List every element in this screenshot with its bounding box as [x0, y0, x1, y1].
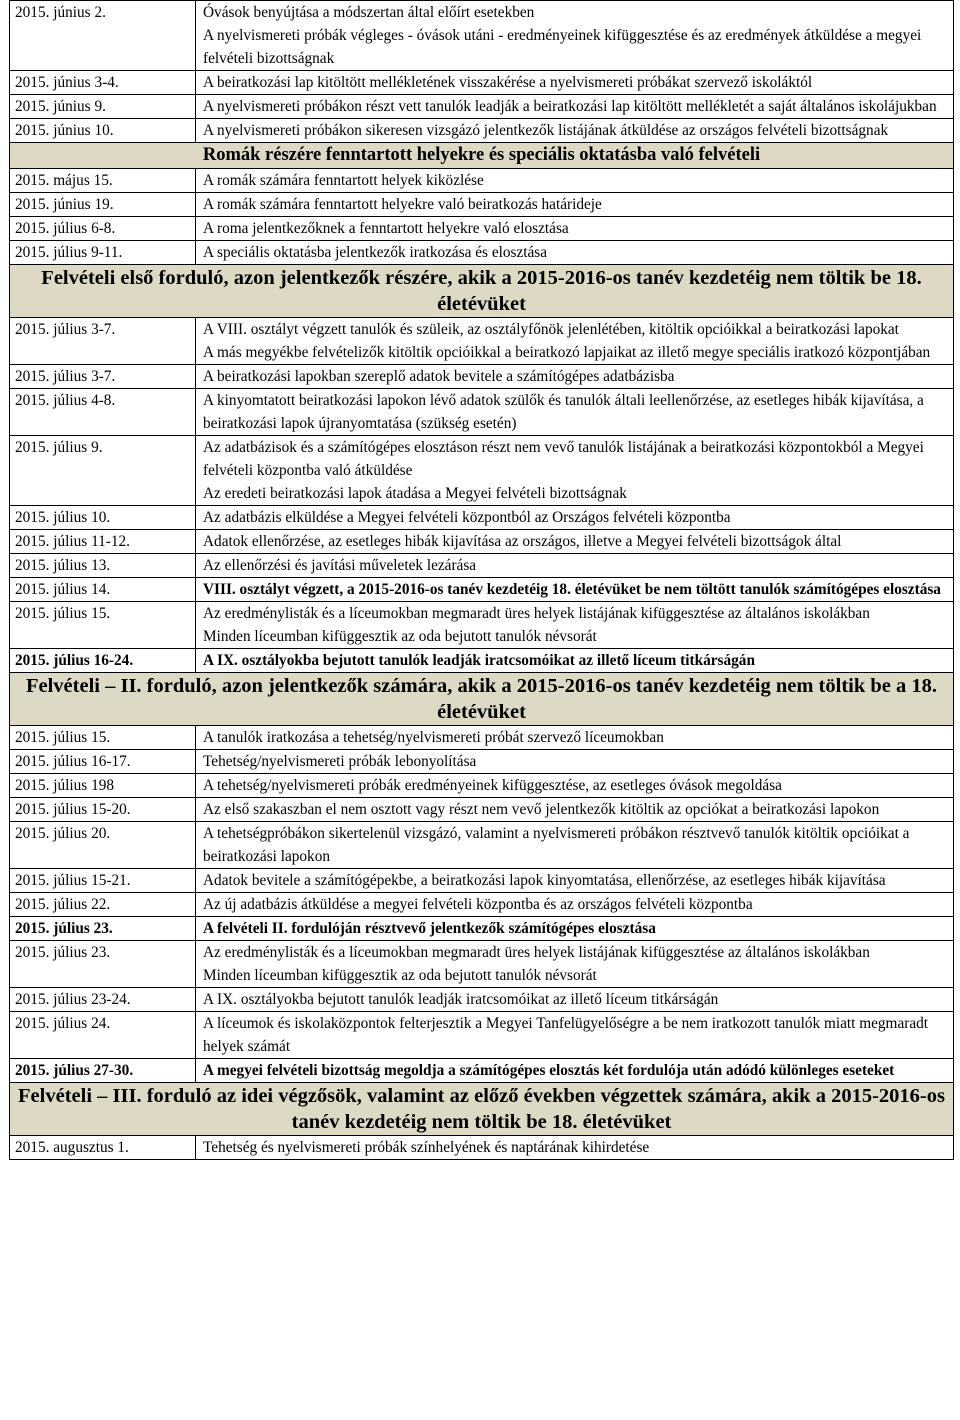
schedule-row [10, 241, 954, 265]
schedule-row [10, 750, 954, 774]
row-date: 2015. július 13. [10, 554, 196, 578]
schedule-row [10, 893, 954, 917]
section-header [10, 265, 954, 318]
row-date: 2015. augusztus 1. [10, 1136, 196, 1160]
schedule-row [10, 95, 954, 119]
row-date: 2015. július 20. [10, 822, 196, 869]
row-description [196, 193, 954, 217]
schedule-row [10, 436, 954, 506]
row-description [196, 893, 954, 917]
row-date: 2015. július 9-11. [10, 241, 196, 265]
description-line: A nyelvismereti próbákon sikeresen vizsgázó jelentkezők listájának átküldése az országos felvételi bizottságnak [203, 122, 889, 139]
row-description [196, 506, 954, 530]
row-description [196, 169, 954, 193]
description-line: Az adatbázis elküldése a Megyei felvételi központból az Országos felvételi központba [203, 509, 731, 526]
schedule-row [10, 365, 954, 389]
description-line: A tehetségpróbákon sikertelenül vizsgázó, valamint a nyelvismereti próbákon résztvevő tanulók kitöltik opcióikat a beiratkozási lapokon [203, 825, 910, 865]
row-date: 2015. július 15-20. [10, 798, 196, 822]
row-description [196, 798, 954, 822]
description-line: Az első szakaszban el nem osztott vagy részt nem vevő jelentkezők kitöltik az opciókat a beiratkozási lapokon [203, 801, 880, 818]
section-title: Felvételi – III. forduló az idei végzősök, valamint az előző években végzettek számára, akik a 2015-2016-os tanév kezdetéig nem töltik be 18. életévüket [10, 1083, 954, 1136]
description-line: A kinyomtatott beiratkozási lapokon lévő adatok szülők és tanulók általi leellenőrzése, az esetleges hibák kijavítása, a beiratkozási lapok újranyomtatása (szükség esetén) [203, 392, 924, 432]
row-description [196, 554, 954, 578]
row-date: 2015. július 16-24. [10, 649, 196, 673]
row-date: 2015. július 22. [10, 893, 196, 917]
section-header [10, 1083, 954, 1136]
section-title: Felvételi első forduló, azon jelentkezők részére, akik a 2015-2016-os tanév kezdetéig nem töltik be 18. életévüket [10, 265, 954, 318]
row-date: 2015. július 14. [10, 578, 196, 602]
row-description [196, 649, 954, 673]
schedule-row [10, 119, 954, 143]
row-description [196, 774, 954, 798]
description-line: A felvételi II. fordulóján résztvevő jelentkezők számítógépes elosztása [203, 920, 656, 937]
row-description [196, 988, 954, 1012]
schedule-body [10, 1, 954, 1160]
description-line: Minden líceumban kifüggesztik az oda bejutott tanulók névsorát [203, 967, 597, 984]
row-date: 2015. július 4-8. [10, 389, 196, 436]
row-date: 2015. június 10. [10, 119, 196, 143]
row-description [196, 822, 954, 869]
schedule-row [10, 649, 954, 673]
row-description [196, 389, 954, 436]
row-description [196, 241, 954, 265]
row-description [196, 95, 954, 119]
description-line: A megyei felvételi bizottság megoldja a számítógépes elosztás két fordulója után adódó különleges eseteket [203, 1062, 895, 1079]
section-header [10, 143, 954, 169]
schedule-row [10, 798, 954, 822]
row-date: 2015. július 3-7. [10, 318, 196, 365]
description-line: A IX. osztályokba bejutott tanulók leadják iratcsomóikat az illető líceum titkárságán [203, 991, 719, 1008]
description-line: Az eredménylisták és a líceumokban megmaradt üres helyek listájának kifüggesztése az általános iskolákban [203, 944, 870, 961]
row-description [196, 578, 954, 602]
schedule-row [10, 941, 954, 988]
schedule-row [10, 1059, 954, 1083]
description-line: A romák számára fenntartott helyek kiközlése [203, 172, 484, 189]
description-line: A beiratkozási lapokban szereplő adatok bevitele a számítógépes adatbázisba [203, 368, 675, 385]
description-line: A IX. osztályokba bejutott tanulók leadják iratcsomóikat az illető líceum titkárságán [203, 652, 755, 669]
row-date: 2015. június 3-4. [10, 71, 196, 95]
row-description [196, 1059, 954, 1083]
section-title: Romák részére fenntartott helyekre és speciális oktatásba való felvételi [10, 143, 954, 169]
description-line: Az eredeti beiratkozási lapok átadása a Megyei felvételi bizottságnak [203, 485, 627, 502]
description-line: A tanulók iratkozása a tehetség/nyelvismereti próbát szervező líceumokban [203, 729, 664, 746]
description-line: Óvások benyújtása a módszertan által előírt esetekben [203, 4, 535, 21]
row-description [196, 1, 954, 71]
row-description [196, 365, 954, 389]
row-description [196, 726, 954, 750]
schedule-row [10, 318, 954, 365]
row-description [196, 602, 954, 649]
row-date: 2015. július 15-21. [10, 869, 196, 893]
row-date: 2015. június 9. [10, 95, 196, 119]
description-line: A líceumok és iskolaközpontok felterjesztik a Megyei Tanfelügyelőségre a be nem iratkozott tanulók miatt megmaradt helyek számát [203, 1015, 929, 1055]
schedule-row [10, 1, 954, 71]
row-date: 2015. július 23. [10, 941, 196, 988]
row-date: 2015. július 15. [10, 726, 196, 750]
schedule-document [9, 0, 953, 1160]
row-description [196, 436, 954, 506]
description-line: Minden líceumban kifüggesztik az oda bejutott tanulók névsorát [203, 628, 597, 645]
row-date: 2015. július 23. [10, 917, 196, 941]
row-date: 2015. július 198 [10, 774, 196, 798]
description-line: A nyelvismereti próbákon részt vett tanulók leadják a beiratkozási lap kitöltött mellékletét a saját általános iskolájukban [203, 98, 937, 115]
row-date: 2015. július 11-12. [10, 530, 196, 554]
row-date: 2015. május 15. [10, 169, 196, 193]
description-line: A tehetség/nyelvismereti próbák eredményeinek kifüggesztése, az esetleges óvások megoldása [203, 777, 782, 794]
description-line: Az ellenőrzési és javítási műveletek lezárása [203, 557, 477, 574]
description-line: VIII. osztályt végzett, a 2015-2016-os tanév kezdetéig 18. életévüket be nem töltött tanulók számítógépes elosztása [203, 581, 941, 598]
row-description [196, 1012, 954, 1059]
description-line: Tehetség/nyelvismereti próbák lebonyolítása [203, 753, 477, 770]
section-header [10, 673, 954, 726]
schedule-row [10, 193, 954, 217]
row-description [196, 917, 954, 941]
description-line: Adatok ellenőrzése, az esetleges hibák kijavítása az országos, illetve a Megyei felvételi bizottságok által [203, 533, 842, 550]
schedule-row [10, 217, 954, 241]
schedule-row [10, 1012, 954, 1059]
schedule-row [10, 869, 954, 893]
description-line: Adatok bevitele a számítógépekbe, a beiratkozási lapok kinyomtatása, ellenőrzése, az esetleges hibák kijavítása [203, 872, 886, 889]
description-line: A beiratkozási lap kitöltött mellékletének visszakérése a nyelvismereti próbákat szervező iskoláktól [203, 74, 813, 91]
row-date: 2015. július 9. [10, 436, 196, 506]
description-line: A más megyékbe felvételizők kitöltik opcióikkal a beiratkozó lapjaikat az illető megye speciális iratkozó központjában [203, 344, 931, 361]
schedule-row [10, 578, 954, 602]
row-description [196, 750, 954, 774]
row-description [196, 941, 954, 988]
section-title: Felvételi – II. forduló, azon jelentkezők számára, akik a 2015-2016-os tanév kezdetéig nem töltik be a 18. életévüket [10, 673, 954, 726]
row-description [196, 530, 954, 554]
schedule-row [10, 1136, 954, 1160]
description-line: A roma jelentkezőknek a fenntartott helyekre való elosztása [203, 220, 569, 237]
row-date: 2015. június 19. [10, 193, 196, 217]
description-line: Az adatbázisok és a számítógépes elosztáson részt nem vevő tanulók listájának a beiratkozási központokból a Megyei felvételi központba való átküldése [203, 439, 924, 479]
description-line: Az új adatbázis átküldése a megyei felvételi központba és az országos felvételi központba [203, 896, 753, 913]
description-line: Az eredménylisták és a líceumokban megmaradt üres helyek listájának kifüggesztése az általános iskolákban [203, 605, 870, 622]
schedule-row [10, 389, 954, 436]
row-date: 2015. július 16-17. [10, 750, 196, 774]
description-line: A speciális oktatásba jelentkezők iratkozása és elosztása [203, 244, 548, 261]
description-line: Tehetség és nyelvismereti próbák színhelyének és naptárának kihirdetése [203, 1139, 650, 1156]
row-description [196, 119, 954, 143]
row-date: 2015. július 10. [10, 506, 196, 530]
row-date: 2015. július 23-24. [10, 988, 196, 1012]
schedule-table [9, 0, 954, 1160]
row-description [196, 318, 954, 365]
row-description [196, 1136, 954, 1160]
description-line: A nyelvismereti próbák végleges - óvások utáni - eredményeinek kifüggesztése és az eredmények átküldése a megyei felvételi bizottságnak [203, 27, 922, 67]
schedule-row [10, 774, 954, 798]
schedule-row [10, 988, 954, 1012]
row-date: 2015. július 6-8. [10, 217, 196, 241]
schedule-row [10, 726, 954, 750]
description-line: A VIII. osztályt végzett tanulók és szüleik, az osztályfőnök jelenlétében, kitöltik opcióikkal a beiratkozási lapokat [203, 321, 899, 338]
schedule-row [10, 71, 954, 95]
schedule-row [10, 530, 954, 554]
row-description [196, 217, 954, 241]
row-date: 2015. július 15. [10, 602, 196, 649]
schedule-row [10, 822, 954, 869]
schedule-row [10, 506, 954, 530]
row-description [196, 869, 954, 893]
description-line: A romák számára fenntartott helyekre való beiratkozás határideje [203, 196, 602, 213]
row-date: 2015. július 27-30. [10, 1059, 196, 1083]
schedule-row [10, 917, 954, 941]
row-description [196, 71, 954, 95]
row-date: 2015. június 2. [10, 1, 196, 71]
schedule-row [10, 554, 954, 578]
schedule-row [10, 602, 954, 649]
row-date: 2015. július 3-7. [10, 365, 196, 389]
row-date: 2015. július 24. [10, 1012, 196, 1059]
schedule-row [10, 169, 954, 193]
